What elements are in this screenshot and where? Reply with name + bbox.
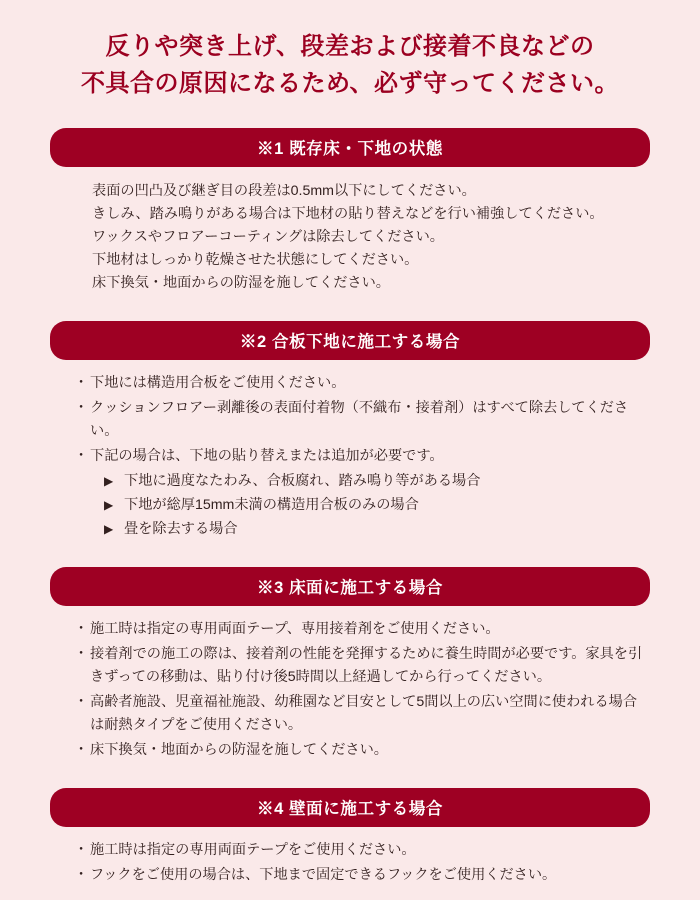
section-body-4: [50, 827, 650, 887]
sub-list-item-text: 下地に過度なたわみ、合板腐れ、踏み鳴り等がある場合: [124, 473, 481, 490]
section-body-2: [50, 360, 650, 541]
text-line: 床下換気・地面からの防湿を施してください。: [92, 275, 390, 292]
bullet-dot-icon: ・: [74, 646, 89, 663]
sub-list-item: [56, 518, 644, 541]
list-item: [56, 643, 644, 689]
section-header-3: ※3 床面に施工する場合: [50, 567, 650, 606]
section-note-1: [50, 128, 650, 295]
bullet-dot-icon: ・: [74, 742, 89, 759]
triangle-right-icon: ▶: [104, 498, 114, 513]
section-note-2: [50, 321, 650, 541]
list-item: [56, 691, 644, 737]
triangle-right-icon: ▶: [104, 522, 114, 537]
list-item: [56, 618, 644, 641]
list-item-text: 施工時は指定の専用両面テープをご使用ください。: [90, 842, 416, 859]
text-line: 表面の凹凸及び継ぎ目の段差は0.5mm以下にしてください。: [92, 183, 476, 200]
sub-list-item-text: 下地が総厚15mm未満の構造用合板のみの場合: [124, 497, 419, 514]
list-item-text: クッションフロアー剥離後の表面付着物（不織布・接着剤）はすべて除去してください。: [90, 400, 629, 440]
bullet-dot-icon: ・: [74, 867, 89, 884]
bullet-dot-icon: ・: [74, 448, 89, 465]
list-item: [56, 397, 644, 443]
bullet-dot-icon: ・: [74, 842, 89, 859]
section-header-1: ※1 既存床・下地の状態: [50, 128, 650, 167]
text-line: きしみ、踏み鳴りがある場合は下地材の貼り替えなどを行い補強してください。: [92, 206, 604, 223]
page-headline: [50, 0, 650, 112]
list-item-text: 下記の場合は、下地の貼り替えまたは追加が必要です。: [90, 448, 444, 465]
section-header-2: ※2 合板下地に施工する場合: [50, 321, 650, 360]
list-item: [56, 372, 644, 395]
list-item: [56, 839, 644, 862]
section-header-4: ※4 壁面に施工する場合: [50, 788, 650, 827]
sub-list-item: [56, 494, 644, 517]
text-line: ワックスやフロアーコーティングは除去してください。: [92, 229, 444, 246]
text-line: 下地材はしっかり乾燥させた状態にしてください。: [92, 252, 419, 269]
triangle-right-icon: ▶: [104, 474, 114, 489]
headline-line-2: 不具合の原因になるため、必ず守ってください。: [80, 70, 620, 98]
sub-list-item-text: 畳を除去する場合: [124, 521, 238, 538]
section-body-3: [50, 606, 650, 762]
bullet-dot-icon: ・: [74, 694, 89, 711]
headline-line-1: 反りや突き上げ、段差および接着不良などの: [105, 33, 595, 60]
bullet-dot-icon: ・: [74, 375, 89, 392]
section-body-1: [50, 167, 650, 295]
bullet-dot-icon: ・: [74, 621, 89, 638]
list-item: [56, 445, 644, 468]
bullet-dot-icon: ・: [74, 400, 89, 417]
list-item: [56, 864, 644, 887]
list-item-text: 施工時は指定の専用両面テープ、専用接着剤をご使用ください。: [90, 621, 500, 638]
list-item-text: 下地には構造用合板をご使用ください。: [90, 375, 346, 392]
list-item-text: フックをご使用の場合は、下地まで固定できるフックをご使用ください。: [90, 867, 557, 884]
list-item-text: 接着剤での施工の際は、接着剤の性能を発揮するために養生時間が必要です。家具を引きずっての移動は、貼り付け後5時間以上経過してから行ってください。: [90, 646, 643, 686]
sub-list-item: [56, 470, 644, 493]
section-note-4: [50, 788, 650, 887]
list-item-text: 床下換気・地面からの防湿を施してください。: [90, 742, 388, 759]
section-note-3: [50, 567, 650, 762]
list-item-text: 高齢者施設、児童福祉施設、幼稚園など目安として5間以上の広い空間に使われる場合は耐熱タイプをご使用ください。: [90, 694, 638, 734]
list-item: [56, 739, 644, 762]
